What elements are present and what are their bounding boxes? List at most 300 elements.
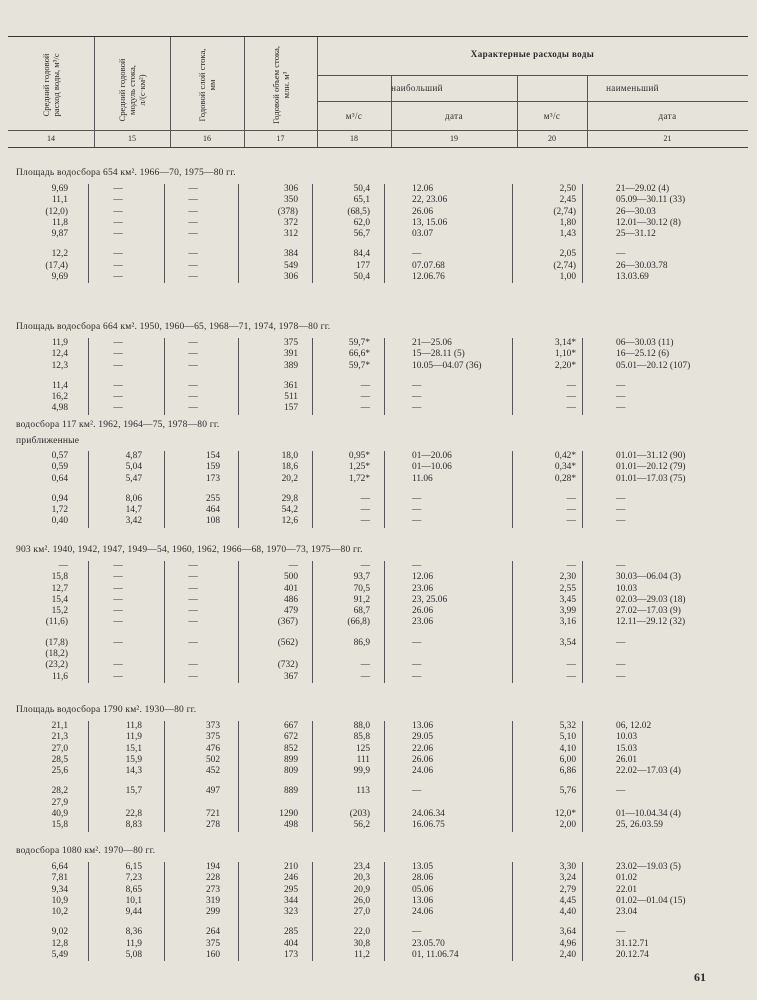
mean-discharge-cell: 9,34 [51,884,68,895]
max-date-cell: 16.06.75 [412,820,445,831]
runoff-depth-cell: — [188,249,198,260]
runoff-volume-cell: (732) [277,660,298,671]
max-discharge-cell: 88,0 [353,721,370,731]
min-date-cell: 05.09—30.11 (33) [616,195,686,206]
min-date-cell: 15.03 [616,743,638,754]
max-date-cell: — [412,392,422,403]
min-discharge-cell: — [566,660,576,671]
max-date-cell: 23.06 [412,583,434,594]
mean-modulus-cell: 8,36 [125,927,142,938]
mean-discharge-cell: 12,2 [51,249,68,260]
min-date-cell: — [616,403,626,414]
max-date-cell: 13, 15.06 [412,217,448,228]
mean-modulus-cell: 4,87 [125,451,142,461]
mean-discharge-cell: 9,87 [51,229,68,240]
runoff-volume-cell: 18,0 [281,451,298,461]
max-date-cell: 13.06 [412,895,434,906]
runoff-depth-cell: — [188,380,198,391]
max-discharge-cell: 70,5 [353,583,370,594]
mean-modulus-cell: — [113,561,123,571]
min-date-cell: 06, 12.02 [616,721,652,731]
min-date-cell: 13.03.69 [616,272,649,283]
max-discharge-cell: — [360,403,370,414]
runoff-depth-cell: — [188,360,198,371]
table-row [10,516,746,527]
min-m3s-header: м³/с [543,111,561,121]
column-rule [582,862,583,961]
runoff-depth-cell: 228 [205,873,220,884]
min-date-cell: 06—30.03 (11) [616,338,674,348]
min-discharge-cell: 2,00 [559,820,576,831]
max-date-cell: 11.06 [412,473,433,484]
mean-discharge-cell: 28,5 [51,754,68,765]
max-date-cell: — [412,249,422,260]
column-rule [238,184,239,283]
min-date-cell: 01.01—20.12 (79) [616,462,686,473]
min-date-cell: 01.01—31.12 (90) [616,451,686,461]
runoff-volume-cell: 323 [283,907,298,918]
mean-discharge-cell: 9,69 [51,272,68,283]
mean-discharge-cell: 7,81 [51,873,68,884]
mean-discharge-cell: 21,3 [51,732,68,743]
max-date-cell: 28.06 [412,873,434,884]
min-discharge-cell: 2,45 [559,195,576,206]
max-discharge-cell: — [360,505,370,516]
column-rule [582,338,583,415]
runoff-volume-cell: 306 [283,272,298,283]
mean-modulus-cell: — [113,637,123,648]
runoff-volume-cell: 210 [283,862,298,872]
column-rule [582,721,583,832]
table-row [10,927,746,938]
table-row [10,229,746,240]
column-rule [238,451,239,528]
max-discharge-cell: 56,7 [353,229,370,240]
max-discharge-cell: 20,9 [353,884,370,895]
runoff-volume-cell: 246 [283,873,298,884]
column-rule [312,561,313,683]
min-date-cell: 12.11—29.12 (32) [616,617,686,628]
min-discharge-cell: — [566,505,576,516]
table-row [10,207,746,218]
column-rule [238,721,239,832]
min-date-cell: 26.01 [616,754,638,765]
runoff-volume-cell: (562) [277,637,298,648]
col14-header: Средний годовой расход воды, м³/с [41,53,61,117]
mean-modulus-cell: — [113,272,123,283]
mean-discharge-cell: 11,1 [51,195,68,206]
runoff-depth-cell: — [188,583,198,594]
runoff-volume-cell: 285 [283,927,298,938]
max-date-cell: — [412,671,422,682]
table-row [10,820,746,831]
max-header: наибольший [391,83,443,93]
mean-discharge-cell: 0,57 [51,451,68,461]
mean-modulus-cell: 11,9 [125,938,142,949]
runoff-volume-cell: 306 [283,184,298,194]
mean-discharge-cell: 9,69 [51,184,68,194]
mean-discharge-cell: 6,64 [51,862,68,872]
runoff-depth-cell: — [188,617,198,628]
max-discharge-cell: 62,0 [353,217,370,228]
max-discharge-cell: (68,5) [347,206,370,217]
min-discharge-cell: 4,96 [559,938,576,949]
mean-discharge-cell: 10,9 [51,895,68,906]
max-discharge-cell: — [360,660,370,671]
runoff-depth-cell: — [188,349,198,360]
max-discharge-cell: 111 [356,754,370,765]
runoff-volume-cell: 852 [283,743,298,754]
max-date-cell: — [412,786,422,797]
column-rule [238,561,239,683]
runoff-depth-cell: — [188,572,198,583]
runoff-depth-cell: 476 [205,743,220,754]
max-date-cell: 22.06 [412,743,434,754]
runoff-depth-cell: 375 [205,732,220,743]
max-discharge-cell: 66,6* [348,349,370,360]
mean-modulus-cell: — [113,195,123,206]
col-number: 15 [128,134,136,143]
column-rule [512,862,513,961]
col-number: 21 [663,134,672,143]
table-row [10,939,746,950]
group-divider [317,75,748,76]
min-date-cell: — [616,637,626,648]
runoff-depth-cell: — [188,606,198,617]
runoff-depth-cell: — [188,392,198,403]
runoff-volume-cell: 672 [283,732,298,743]
mean-discharge-cell: 0,94 [51,493,68,504]
column-rule [312,338,313,415]
max-date-cell: — [412,516,422,527]
column-rule [164,561,165,683]
mean-modulus-cell: — [113,249,123,260]
runoff-depth-cell: — [188,206,198,217]
table-row [10,249,746,260]
column-rule [312,862,313,961]
min-date-cell: — [616,380,626,391]
col-number: 16 [203,134,211,143]
table-row [10,617,746,628]
min-date-cell: 16—25.12 (6) [616,349,670,360]
table-row [10,338,746,349]
mean-discharge-cell: 16,2 [51,392,68,403]
column-rule [384,451,385,528]
table-row [10,660,746,671]
table-row [10,798,746,809]
column-rule [238,862,239,961]
min-date-cell: — [616,505,626,516]
min-discharge-cell: 1,00 [559,272,576,283]
mean-modulus-cell: 22,8 [125,809,142,820]
min-date-cell: 25—31.12 [616,229,656,240]
table-row [10,184,746,195]
table-row [10,261,746,272]
mean-modulus-cell: 14,7 [125,505,142,516]
row-gap [10,918,746,927]
table-row [10,672,746,683]
mean-modulus-cell: — [113,617,123,628]
runoff-depth-cell: 373 [205,721,220,731]
runoff-depth-cell: — [188,594,198,605]
mean-modulus-cell: — [113,594,123,605]
mean-modulus-cell: 8,83 [125,820,142,831]
min-date-cell: 05.01—20.12 (107) [616,360,691,371]
min-discharge-cell: 2,50 [559,184,576,194]
min-date-cell: 23.04 [616,907,638,918]
max-discharge-cell: 59,7* [348,338,370,348]
max-discharge-cell: 26,0 [353,895,370,906]
mean-discharge-cell: 0,64 [51,473,68,484]
mean-discharge-cell: 27,0 [51,743,68,754]
runoff-volume-cell: 401 [283,583,298,594]
runoff-depth-cell: 319 [205,895,220,906]
col16-header: Годовой слой стока, мм [197,48,217,122]
runoff-volume-cell: 312 [283,229,298,240]
runoff-volume-cell: 350 [283,195,298,206]
table-row [10,862,746,873]
max-discharge-cell: 56,2 [353,820,370,831]
min-discharge-cell: 3,14* [554,338,576,348]
min-discharge-cell: — [566,392,576,403]
mean-discharge-cell: 12,3 [51,360,68,371]
runoff-depth-cell: — [188,184,198,194]
runoff-volume-cell: 899 [283,754,298,765]
runoff-volume-cell: — [288,561,298,571]
min-discharge-cell: — [566,403,576,414]
mean-modulus-cell: — [113,380,123,391]
max-discharge-cell: 125 [355,743,370,754]
table-row [10,403,746,414]
min-discharge-cell: — [566,493,576,504]
table-row [10,451,746,462]
table-row [10,721,746,732]
max-date-cell: — [412,380,422,391]
min-discharge-cell: 1,80 [559,217,576,228]
min-discharge-cell: 3,64 [559,927,576,938]
table-row [10,349,746,360]
mean-discharge-cell: (11,6) [45,617,68,628]
runoff-depth-cell: — [188,660,198,671]
max-discharge-cell: 20,3 [353,873,370,884]
subgroup-divider [317,101,748,102]
section-block [10,184,746,283]
column-rule [88,561,89,683]
column-rule [582,184,583,283]
min-date-cell: 22.02—17.03 (4) [616,766,681,777]
table-row [10,584,746,595]
table-row [10,809,746,820]
runoff-volume-cell: 511 [284,392,298,403]
mean-modulus-cell: — [113,184,123,194]
runoff-depth-cell: 255 [205,493,220,504]
min-date-cell: 10.03 [616,583,638,594]
runoff-depth-cell: 194 [205,862,220,872]
min-discharge-cell: 5,32 [559,721,576,731]
min-discharge-cell: 3,24 [559,873,576,884]
min-date-cell: 01.02 [616,873,638,884]
min-date-cell: 22.01 [616,884,638,895]
runoff-depth-cell: 273 [205,884,220,895]
runoff-depth-cell: 173 [205,473,220,484]
table-row [10,885,746,896]
column-rule [164,451,165,528]
max-discharge-cell: 27,0 [353,907,370,918]
runoff-volume-cell: 372 [283,217,298,228]
min-date-cell: 02.03—29.03 (18) [616,594,686,605]
page-number: 61 [694,970,706,984]
column-rule [164,338,165,415]
mean-modulus-cell: — [113,583,123,594]
runoff-volume-cell: (367) [277,617,298,628]
mean-modulus-cell: 7,23 [125,873,142,884]
table-row [10,272,746,283]
runoff-depth-cell: — [188,561,198,571]
table-row [10,606,746,617]
runoff-depth-cell: — [188,671,198,682]
section-block [10,721,746,832]
mean-discharge-cell: 15,2 [51,606,68,617]
section-title: водосбора 117 км². 1962, 1964—75, 1978—80 гг. [16,420,220,430]
max-date-cell: 12.06 [412,572,434,583]
min-discharge-cell: 0,28* [554,473,576,484]
max-discharge-cell: 85,8 [353,732,370,743]
max-discharge-cell: 50,4 [353,184,370,194]
mean-discharge-cell: 25,6 [51,766,68,777]
min-date-cell: 23.02—19.03 (5) [616,862,681,872]
section-block [10,862,746,961]
mean-discharge-cell: 5,49 [51,950,68,961]
section-title: Площадь водосбора 664 км². 1950, 1960—65, 1968—71, 1974, 1978—80 гг. [16,322,331,332]
mean-discharge-cell: (17,8) [45,637,68,648]
section-title: 903 км². 1940, 1942, 1947, 1949—54, 1960, 1962, 1966—68, 1970—73, 1975—80 гг. [16,545,363,555]
min-header: наименьший [606,83,659,93]
section-title: Площадь водосбора 1790 км². 1930—80 гг. [16,705,197,715]
min-discharge-cell: 1,10* [554,349,576,360]
min-date-cell: — [616,927,626,938]
mean-discharge-cell: 40,9 [51,809,68,820]
runoff-volume-cell: 479 [283,606,298,617]
min-date-cell: 10.03 [616,732,638,743]
max-date-cell: 23.05.70 [412,938,445,949]
max-date-cell: 05.06 [412,884,434,895]
section-subtitle: приближенные [16,436,80,446]
max-discharge-cell: 59,7* [348,360,370,371]
max-discharge-cell: — [360,392,370,403]
min-discharge-cell: 3,30 [559,862,576,872]
max-date-cell: 22, 23.06 [412,195,448,206]
runoff-depth-cell: 108 [205,516,220,527]
max-date-cell: 12.06 [412,184,434,194]
min-discharge-cell: 4,10 [559,743,576,754]
max-date-cell: — [412,637,422,648]
col-number: 18 [350,134,358,143]
mean-modulus-cell: 11,9 [125,732,142,743]
runoff-depth-cell: 721 [205,809,220,820]
table-row [10,474,746,485]
max-discharge-cell: 30,8 [353,938,370,949]
column-rule [88,338,89,415]
min-discharge-cell: 6,00 [559,754,576,765]
min-discharge-cell: 4,40 [559,907,576,918]
min-discharge-cell: — [566,561,576,571]
mean-discharge-cell: 21,1 [51,721,68,731]
min-date-header: дата [658,111,677,121]
column-rule [384,338,385,415]
max-date-cell: 26.06 [412,754,434,765]
runoff-volume-cell: 157 [283,403,298,414]
mean-modulus-cell: 10,1 [125,895,142,906]
min-discharge-cell: 3,99 [559,606,576,617]
max-date-cell: 01—20.06 [412,451,452,461]
min-date-cell: — [616,493,626,504]
column-rule [384,561,385,683]
column-rule [312,721,313,832]
col-number: 17 [276,134,285,143]
runoff-depth-cell: — [188,195,198,206]
runoff-volume-cell: 498 [283,820,298,831]
column-rule [512,561,513,683]
runoff-volume-cell: 375 [283,338,298,348]
mean-discharge-cell: 11,8 [51,217,68,228]
col17-header: Годовой объем стока, млн. м³ [271,45,291,125]
min-discharge-cell: (2,74) [553,260,576,271]
mean-modulus-cell: — [113,360,123,371]
mean-modulus-cell: 5,47 [125,473,142,484]
table-row [10,381,746,392]
number-row-divider [8,130,748,131]
min-date-cell: — [616,786,626,797]
mean-discharge-cell: 15,8 [51,572,68,583]
min-discharge-cell: 3,16 [559,617,576,628]
runoff-depth-cell: 299 [205,907,220,918]
mean-modulus-cell: — [113,349,123,360]
mean-modulus-cell: — [113,260,123,271]
mean-discharge-cell: 15,4 [51,594,68,605]
runoff-volume-cell: 54,2 [281,505,298,516]
runoff-depth-cell: — [188,217,198,228]
runoff-depth-cell: 464 [205,505,220,516]
max-date-cell: 26.06 [412,606,434,617]
min-date-cell: — [616,392,626,403]
table-row [10,572,746,583]
min-discharge-cell: 0,34* [554,462,576,473]
mean-discharge-cell: 1,72 [51,505,68,516]
max-discharge-cell: 99,9 [353,766,370,777]
max-discharge-cell: 0,95* [348,451,370,461]
max-discharge-cell: 65,1 [353,195,370,206]
mean-discharge-cell: 11,9 [51,338,68,348]
mean-modulus-cell: 15,7 [125,786,142,797]
runoff-depth-cell: 159 [205,462,220,473]
max-date-cell: — [412,493,422,504]
column-rule [384,862,385,961]
max-date-cell: 03.07 [412,229,434,240]
mean-modulus-cell: 5,08 [125,950,142,961]
runoff-depth-cell: — [188,260,198,271]
max-date-cell: 24.06 [412,907,434,918]
column-rule [88,862,89,961]
runoff-depth-cell: — [188,272,198,283]
mean-modulus-cell: 5,04 [125,462,142,473]
min-date-cell: 26—30.03.78 [616,260,668,271]
runoff-depth-cell: 154 [205,451,220,461]
runoff-depth-cell: 497 [205,786,220,797]
runoff-volume-cell: 384 [283,249,298,260]
column-rule [312,451,313,528]
mean-discharge-cell: 12,7 [51,583,68,594]
column-rule [164,862,165,961]
